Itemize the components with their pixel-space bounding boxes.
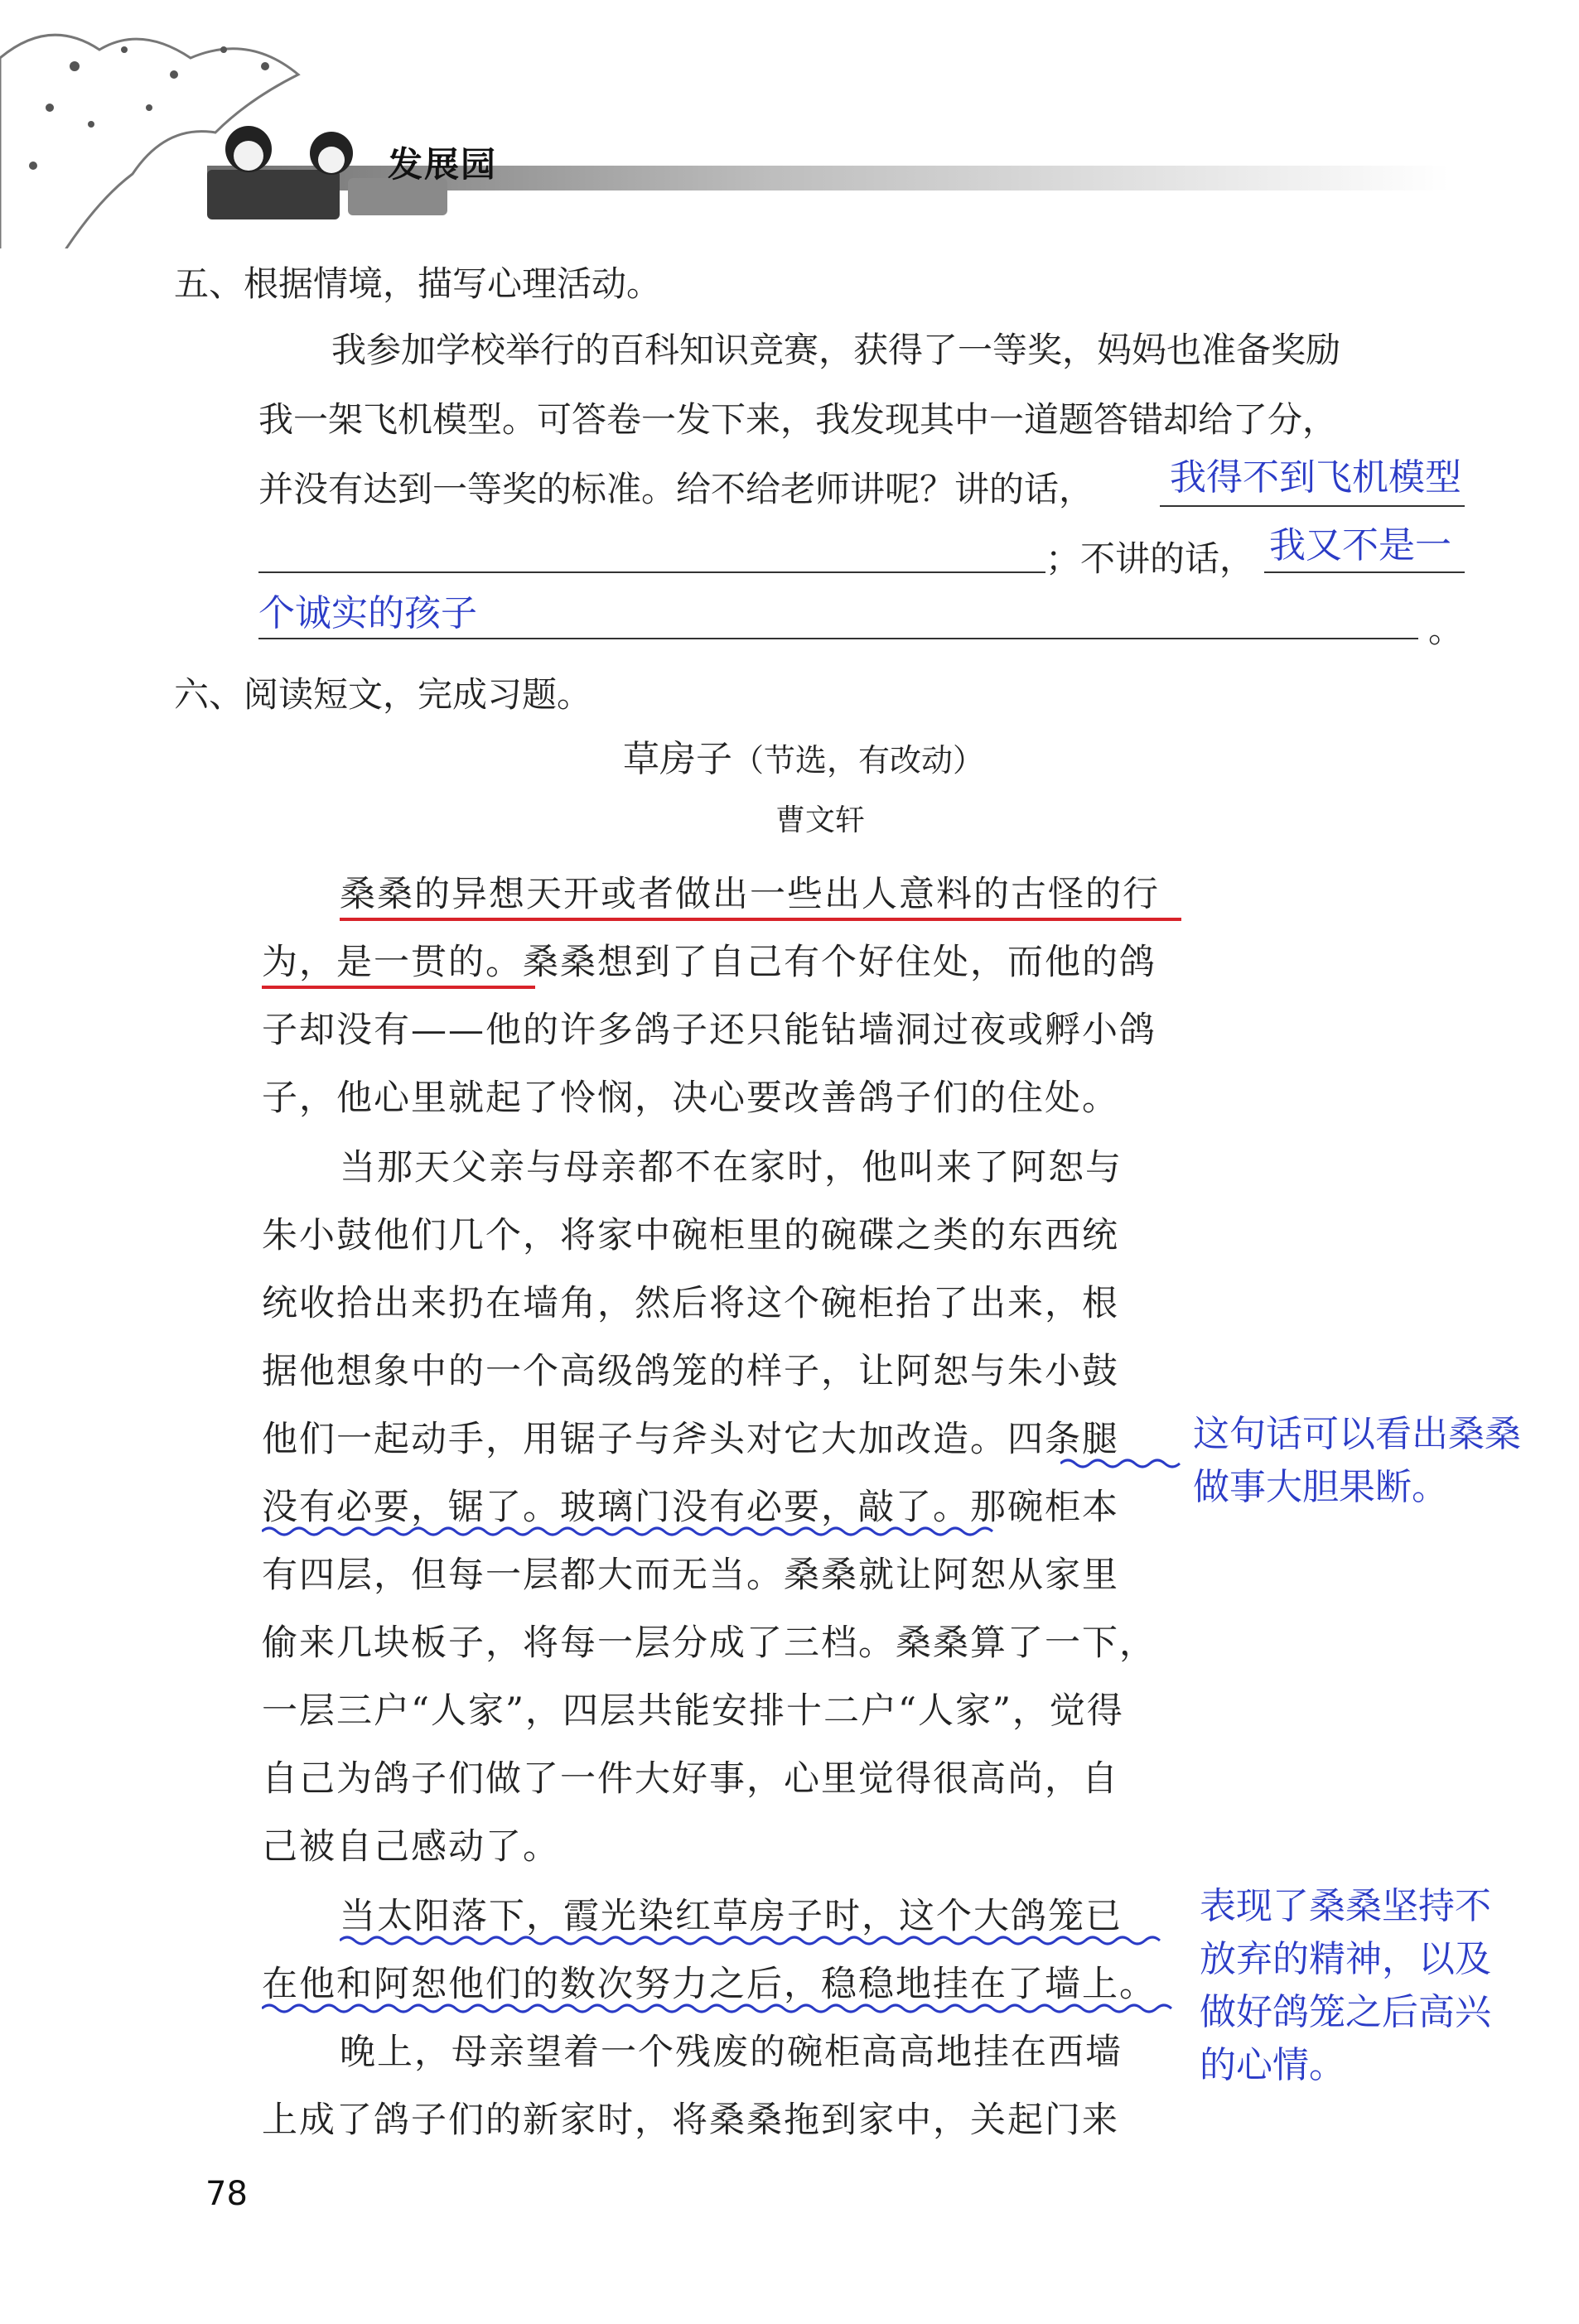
wavy-underline-4 xyxy=(262,2003,1173,2014)
answer-blank-3 xyxy=(1264,571,1465,573)
story-line-19: 上成了鸽子们的新家时，将桑桑拖到家中，关起门来 xyxy=(262,2100,1119,2141)
margin-note-2-line-1: 表现了桑桑坚持不 xyxy=(1200,1885,1491,1927)
red-underline-1 xyxy=(340,918,1181,921)
story-title-block xyxy=(623,729,984,782)
wavy-underline-2 xyxy=(262,1526,999,1537)
wavy-underline-3 xyxy=(340,1935,1168,1946)
handwritten-answer-3: 个诚实的孩子 xyxy=(258,592,477,634)
story-title-note: （节选，有改动） xyxy=(732,742,985,779)
section5-mid-text: ；不讲的话， xyxy=(1045,538,1255,579)
header-decoration xyxy=(0,0,1579,248)
story-line-17: 在他和阿恕他们的数次努力之后，稳稳地挂在了墙上。 xyxy=(262,1964,1156,2005)
story-line-5: 当那天父亲与母亲都不在家时，他叫来了阿恕与 xyxy=(340,1147,1123,1189)
margin-note-2-line-2: 放弃的精神，以及 xyxy=(1200,1938,1491,1980)
story-line-12: 偷来几块板子，将每一层分成了三档。桑桑算了一下， xyxy=(262,1622,1156,1664)
section6-heading: 六、阅读短文，完成习题。 xyxy=(174,674,592,715)
story-line-8: 据他想象中的一个高级鸽笼的样子，让阿恕与朱小鼓 xyxy=(262,1351,1119,1392)
story-line-14: 自己为鸽子们做了一件大好事，心里觉得很高尚，自 xyxy=(262,1758,1119,1800)
margin-note-1 xyxy=(1193,1408,1521,1514)
margin-note-2-line-3: 做好鸽笼之后高兴 xyxy=(1200,1991,1491,2033)
story-line-11: 有四层，但每一层都大而无当。桑桑就让阿恕从家里 xyxy=(262,1555,1119,1596)
story-line-6: 朱小鼓他们几个，将家中碗柜里的碗碟之类的东西统 xyxy=(262,1215,1119,1256)
story-line-9: 他们一起动手，用锯子与斧头对它大加改造。四条腿 xyxy=(262,1419,1119,1460)
story-author: 曹文轩 xyxy=(775,803,866,837)
answer-blank-1 xyxy=(1160,505,1465,507)
story-title: 草房子 xyxy=(623,738,732,780)
story-line-2: 为，是一贯的。桑桑想到了自己有个好住处，而他的鸽 xyxy=(262,942,1156,983)
margin-note-2-line-4: 的心情。 xyxy=(1200,2044,1345,2086)
margin-note-1-line-2: 做事大胆果断。 xyxy=(1193,1466,1448,1508)
section5-end-mark: 。 xyxy=(1428,610,1464,650)
story-line-4: 子，他心里就起了怜悯，决心要改善鸽子们的住处。 xyxy=(262,1078,1119,1119)
page-number: 78 xyxy=(205,2175,248,2213)
story-line-1: 桑桑的异想天开或者做出一些出人意料的古怪的行 xyxy=(340,874,1160,915)
answer-blank-4 xyxy=(258,638,1418,639)
section5-line-3: 并没有达到一等奖的标准。给不给老师讲呢？讲的话， xyxy=(258,469,1094,509)
handwritten-answer-1: 我得不到飞机模型 xyxy=(1170,456,1461,499)
section5-line-2: 我一架飞机模型。可答卷一发下来，我发现其中一道题答错却给了分， xyxy=(258,399,1338,440)
story-line-18: 晚上，母亲望着一个残废的碗柜高高地挂在西墙 xyxy=(340,2032,1123,2073)
story-line-13: 一层三户“人家”，四层共能安排十二户“人家”，觉得 xyxy=(262,1690,1124,1732)
story-line-15: 己被自己感动了。 xyxy=(262,1826,560,1868)
handwritten-answer-2: 我又不是一 xyxy=(1269,524,1451,567)
section5-heading: 五、根据情境，描写心理活动。 xyxy=(174,263,662,304)
story-line-3: 子却没有——他的许多鸽子还只能钻墙洞过夜或孵小鸽 xyxy=(262,1010,1156,1051)
margin-note-2 xyxy=(1200,1880,1491,2092)
margin-note-1-line-1: 这句话可以看出桑桑 xyxy=(1193,1413,1521,1455)
red-underline-2 xyxy=(262,986,535,989)
section-title: 发展园 xyxy=(388,144,498,185)
wavy-underline-1 xyxy=(1060,1458,1185,1469)
section5-line-1: 我参加学校举行的百科知识竞赛，获得了一等奖，妈妈也准备奖励 xyxy=(331,330,1341,370)
story-line-16: 当太阳落下，霞光染红草房子时，这个大鸽笼已 xyxy=(340,1896,1123,1937)
story-line-10: 没有必要，锯了。玻璃门没有必要，敲了。那碗柜本 xyxy=(262,1487,1119,1528)
answer-blank-2 xyxy=(258,571,1045,573)
story-line-7: 统收拾出来扔在墙角，然后将这个碗柜抬了出来，根 xyxy=(262,1283,1119,1324)
